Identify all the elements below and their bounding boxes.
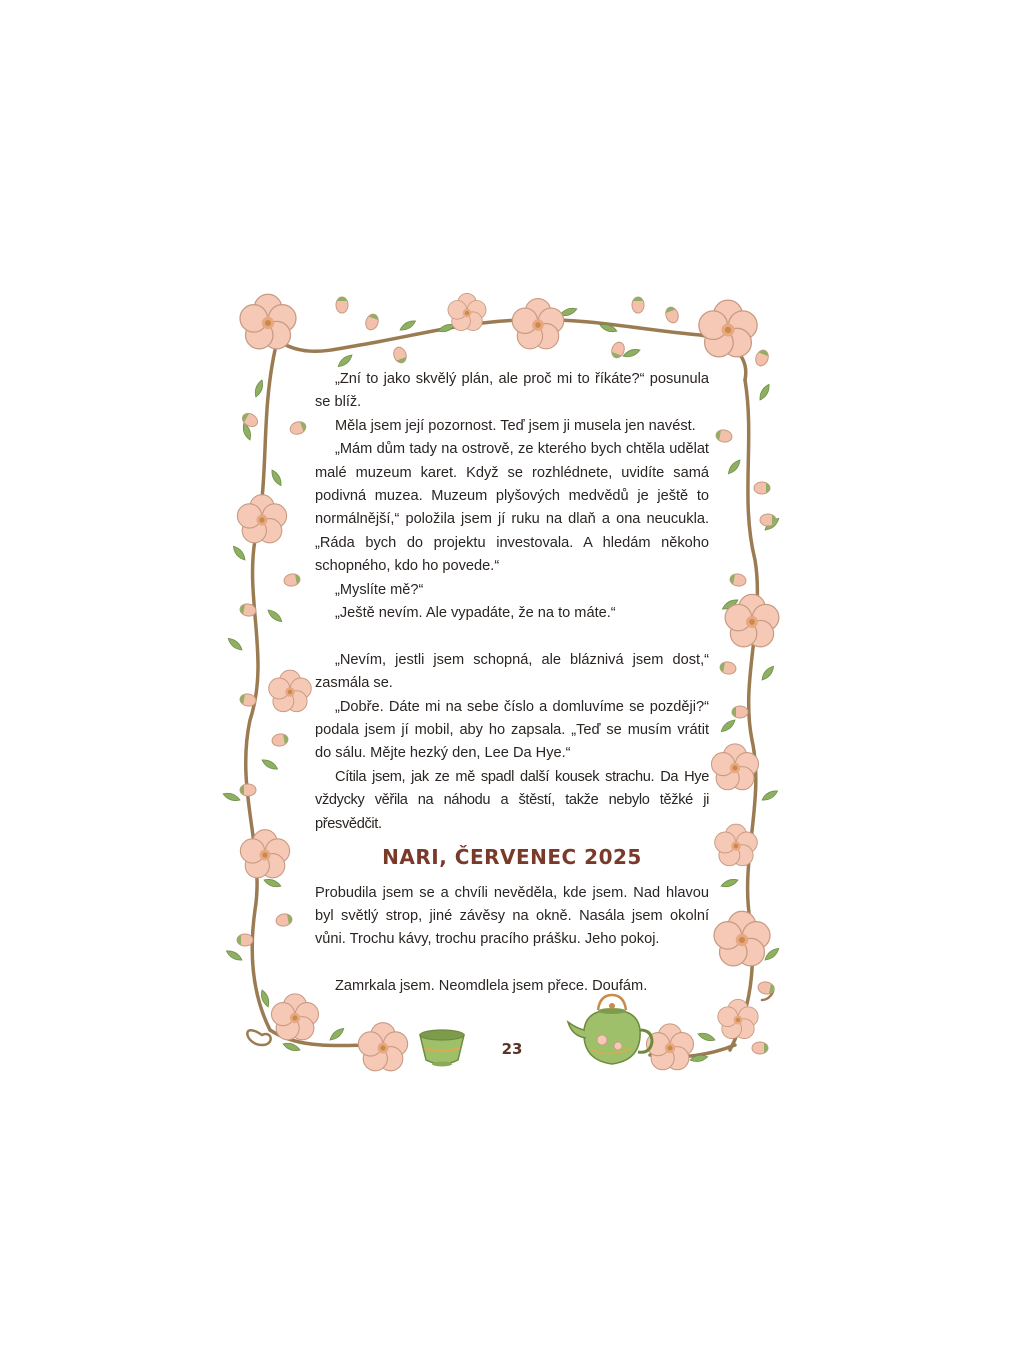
paragraph: „Nevím, jestli jsem schopná, ale bláznivá jsem dost,“ zasmála se. <box>315 651 709 692</box>
page-number: 23 <box>501 1040 523 1058</box>
paragraph: „Myslíte mě?“ <box>335 581 424 598</box>
page-body <box>315 368 709 999</box>
paragraph: „Mám dům tady na ostrově, ze kterého bych chtěla udělat malé muzeum karet. Když se rozhlédnete, uvidíte samá podivná muzea. Muzeum plyšových medvědů je ještě to normálnější,“ položila jsem jí ruku na dlaň a ona neucukla. „Ráda bych do projektu investovala. A hledám někoho schopného, kdo ho povede.“ <box>315 441 709 575</box>
teapot-icon <box>568 995 652 1064</box>
paragraph: Zamrkala jsem. Neomdlela jsem přece. Doufám. <box>335 978 648 995</box>
paragraph: Cítila jsem, jak ze mě spadl další kousek strachu. Da Hye vždycky věřila na náhodu a štěstí, takže nebylo těžké ji přesvědčit. <box>315 768 709 832</box>
tea-cup-icon <box>420 1030 464 1067</box>
paragraph: „Ještě nevím. Ale vypadáte, že na to máte.“ <box>335 605 616 622</box>
paragraph: Měla jsem její pozornost. Teď jsem ji musela jen navést. <box>335 417 696 434</box>
chapter-heading: NARI, ČERVENEC 2025 <box>382 845 642 870</box>
paragraph: „Zní to jako skvělý plán, ale proč mi to říkáte?“ posunula se blíž. <box>315 371 709 411</box>
paragraph: „Dobře. Dáte mi na sebe číslo a domluvíme se později?“ podala jsem jí mobil, aby ho zapsala. „Teď se musím vrátit do sálu. Mějte hezký den, Lee Da Hye.“ <box>315 698 709 762</box>
paragraph: Probudila jsem se a chvíli nevěděla, kde jsem. Nad hlavou byl světlý strop, jiné závěsy na okně. Nasála jsem okolní vůni. Trochu kávy, trochu pracího prášku. Jeho pokoj. <box>315 884 709 948</box>
